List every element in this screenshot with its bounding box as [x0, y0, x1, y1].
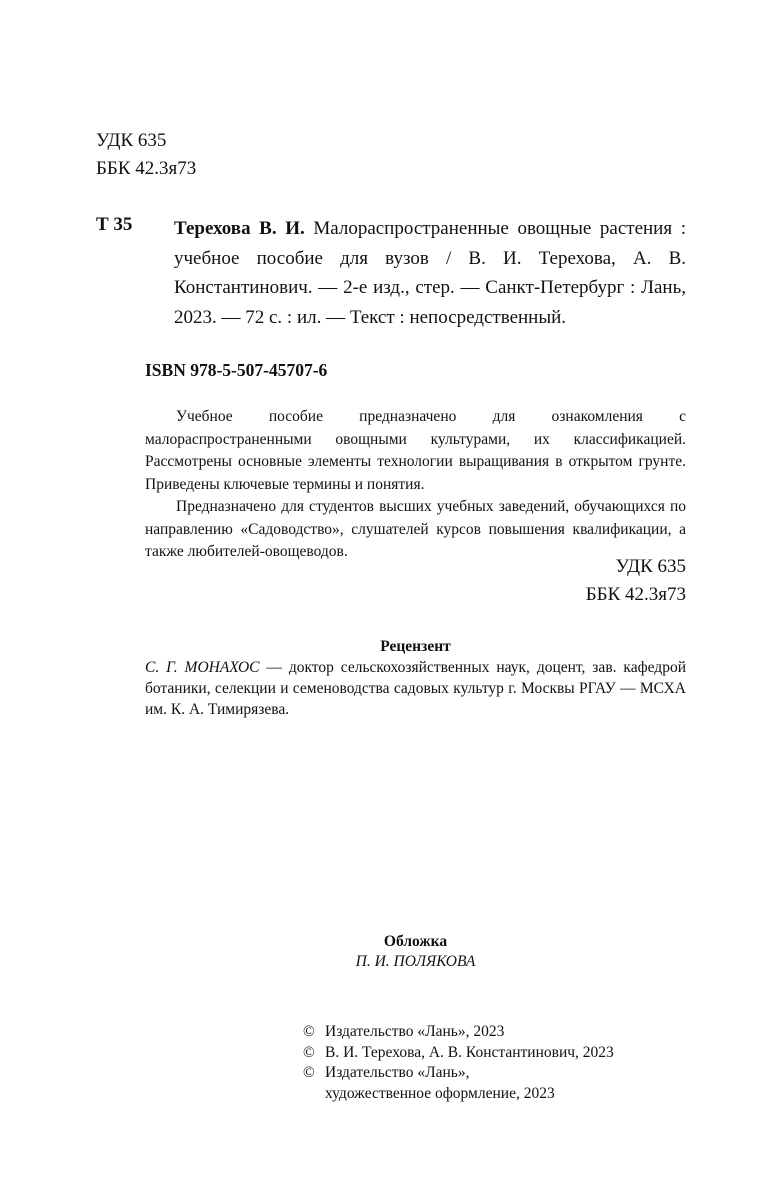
classification-block-right [586, 553, 686, 609]
copyright-publisher: Издательство «Лань», 2023 [325, 1023, 505, 1040]
copyright-icon: © [303, 1064, 315, 1081]
copyright-authors: В. И. Терехова, А. В. Константинович, 2023 [325, 1043, 614, 1061]
copyright-line [303, 1043, 614, 1064]
abstract-paragraph-2: Предназначено для студентов высших учебных заведений, обучающихся по направлению «Садоводство», слушателей курсов повышения квалификации, а также любителей-овощеводов. [145, 498, 686, 560]
reviewer-text [145, 657, 686, 720]
copyright-design-note: художественное оформление, 2023 [325, 1084, 555, 1102]
copyright-publisher-design: Издательство «Лань», [325, 1064, 470, 1081]
classification-block-top [96, 127, 196, 183]
reviewer-heading: Рецензент [380, 638, 451, 655]
cover-heading: Обложка [383, 933, 448, 950]
reviewer-name: С. Г. МОНАХОС [145, 659, 260, 676]
copyright-line [303, 1063, 614, 1084]
isbn: ISBN 978-5-507-45707-6 [145, 360, 328, 380]
copyright-icon: © [303, 1023, 315, 1040]
copyright-block [303, 1022, 614, 1104]
abstract [145, 406, 686, 564]
copyright-line [303, 1022, 614, 1043]
cover-designer: П. И. ПОЛЯКОВА [355, 953, 476, 970]
reviewer-block [145, 636, 686, 720]
reviewer-details: — доктор сельскохозяйственных наук, доцент, зав. кафедрой ботаники, селекции и семеноводства садовых культур г. Москвы РГАУ — МСХА им. К. А. Тимирязева. [145, 659, 686, 718]
author-code: Т 35 [96, 214, 133, 235]
copyright-icon: © [303, 1043, 315, 1061]
bibliographic-description: Малораспространенные овощные растения : учебное пособие для вузов / В. И. Терехова, А. В. Константинович. — 2-е изд., стер. — Санкт-Петербург : Лань, 2023. — 72 с. : ил. — Текст : непосредственный. [174, 218, 686, 328]
cover-credit [145, 932, 686, 972]
bibliographic-record [174, 214, 686, 332]
udk-code-right: УДК 635 [615, 556, 686, 577]
udk-code: УДК 635 [96, 130, 167, 151]
bbk-code: ББК 42.3я73 [96, 158, 197, 179]
abstract-paragraph-1: Учебное пособие предназначено для ознакомления с малораспространенными овощными культурами, их классификацией. Рассмотрены основные элементы технологии выращивания в открытом грунте. Приведены ключевые термины и понятия. [145, 408, 686, 493]
bbk-code-right: ББК 42.3я73 [585, 584, 686, 605]
author-name: Терехова В. И. [174, 218, 305, 239]
